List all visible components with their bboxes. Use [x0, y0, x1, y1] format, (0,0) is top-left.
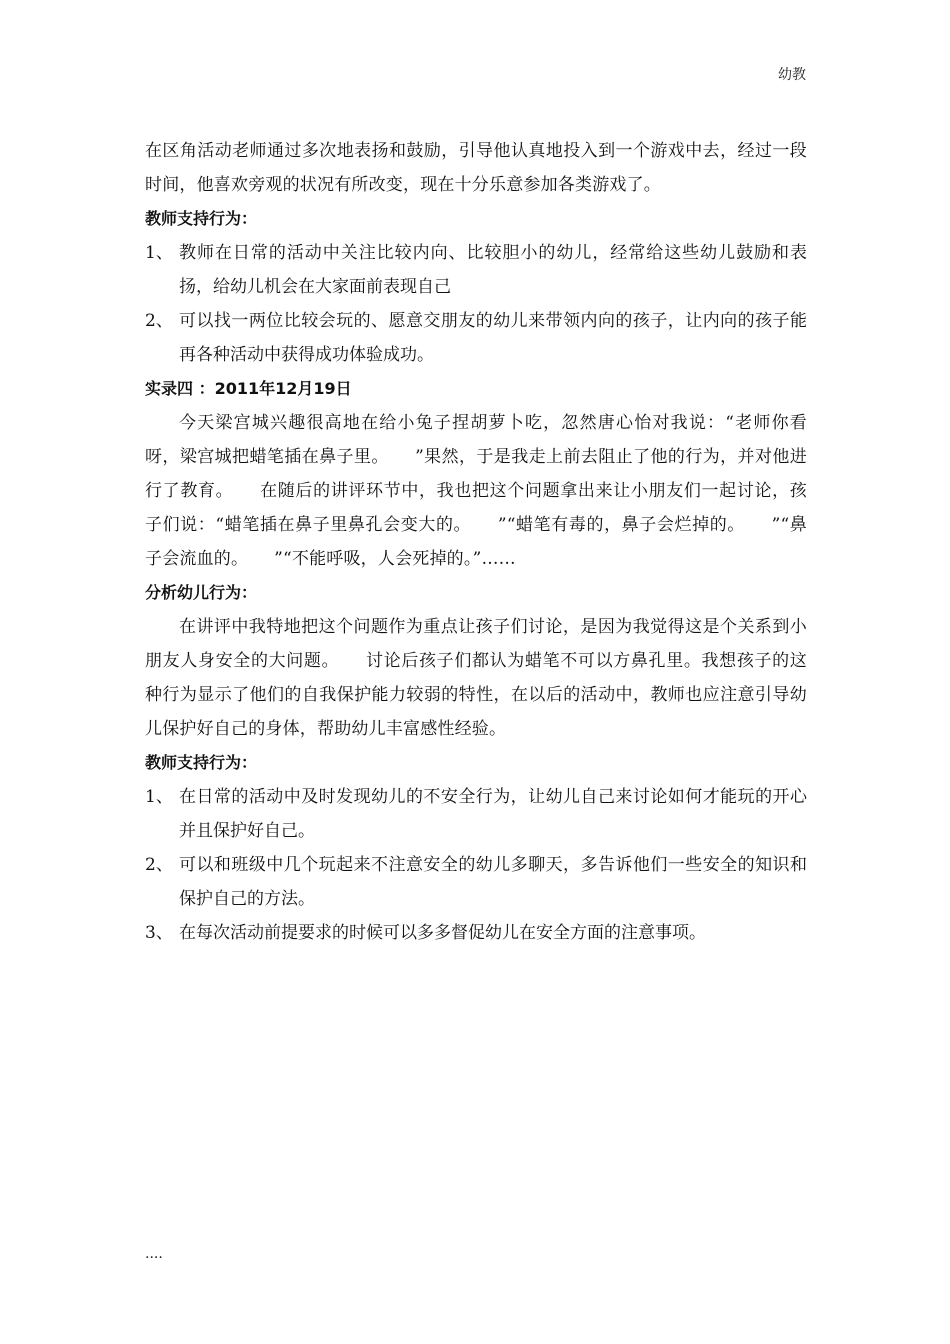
- list-item: [145, 848, 807, 916]
- paragraph-analysis: 在讲评中我特地把这个问题作为重点让孩子们讨论，是因为我觉得这是个关系到小朋友人身安全的大问题。 讨论后孩子们都认为蜡笔不可以方鼻孔里。我想孩子的这种行为显示了他们的自我保护能力较弱的特性，在以后的活动中，教师也应注意引导幼儿保护好自己的身体，帮助幼儿丰富感性经验。: [145, 617, 807, 739]
- list-number: 2、: [145, 311, 173, 331]
- paragraph-record: 今天梁宫城兴趣很高地在给小兔子捏胡萝卜吃，忽然唐心怡对我说：“老师你看呀，梁宫城把蜡笔插在鼻子里。 ”果然，于是我走上前去阻止了他的行为，并对他进行了教育。 在随后的讲评环节中，我也把这个问题拿出来让小朋友们一起讨论，孩子们说：“蜡笔插在鼻子里鼻孔会变大的。 ”“蜡笔有毒的，鼻子会烂掉的。 ”“鼻子会流血的。 ”“不能呼吸，人会死掉的。”……: [145, 413, 807, 569]
- list-number: 3、: [145, 923, 173, 943]
- page-footer: ....: [145, 1246, 163, 1262]
- list-item: [145, 236, 807, 304]
- heading-teacher-support-1: 教师支持行为：: [145, 209, 258, 228]
- list-text: 可以和班级中几个玩起来不注意安全的幼儿多聊天，多告诉他们一些安全的知识和保护自己的方法。: [179, 855, 807, 909]
- list-number: 1、: [145, 787, 173, 807]
- list-number: 1、: [145, 243, 173, 263]
- list-item: [145, 916, 807, 950]
- heading-analysis: 分析幼儿行为：: [145, 583, 258, 602]
- list-text: 可以找一两位比较会玩的、愿意交朋友的幼儿来带领内向的孩子，让内向的孩子能再各种活动中获得成功体验成功。: [179, 311, 807, 365]
- heading-teacher-support-2: 教师支持行为：: [145, 753, 258, 772]
- paragraph-intro: 在区角活动老师通过多次地表扬和鼓励，引导他认真地投入到一个游戏中去，经过一段时间，他喜欢旁观的状况有所改变，现在十分乐意参加各类游戏了。: [145, 141, 807, 195]
- list-text: 在每次活动前提要求的时候可以多多督促幼儿在安全方面的注意事项。: [179, 923, 706, 943]
- list-text: 在日常的活动中及时发现幼儿的不安全行为，让幼儿自己来讨论如何才能玩的开心并且保护好自己。: [179, 787, 807, 841]
- list-item: [145, 780, 807, 848]
- document-body: [145, 134, 807, 950]
- list-text: 教师在日常的活动中关注比较内向、比较胆小的幼儿，经常给这些幼儿鼓励和表扬，给幼儿机会在大家面前表现自己: [179, 243, 807, 297]
- page-header: 幼教: [778, 67, 806, 83]
- list-item: [145, 304, 807, 372]
- heading-record-four: 实录四 ：2011年12月19日: [145, 379, 352, 398]
- list-number: 2、: [145, 855, 173, 875]
